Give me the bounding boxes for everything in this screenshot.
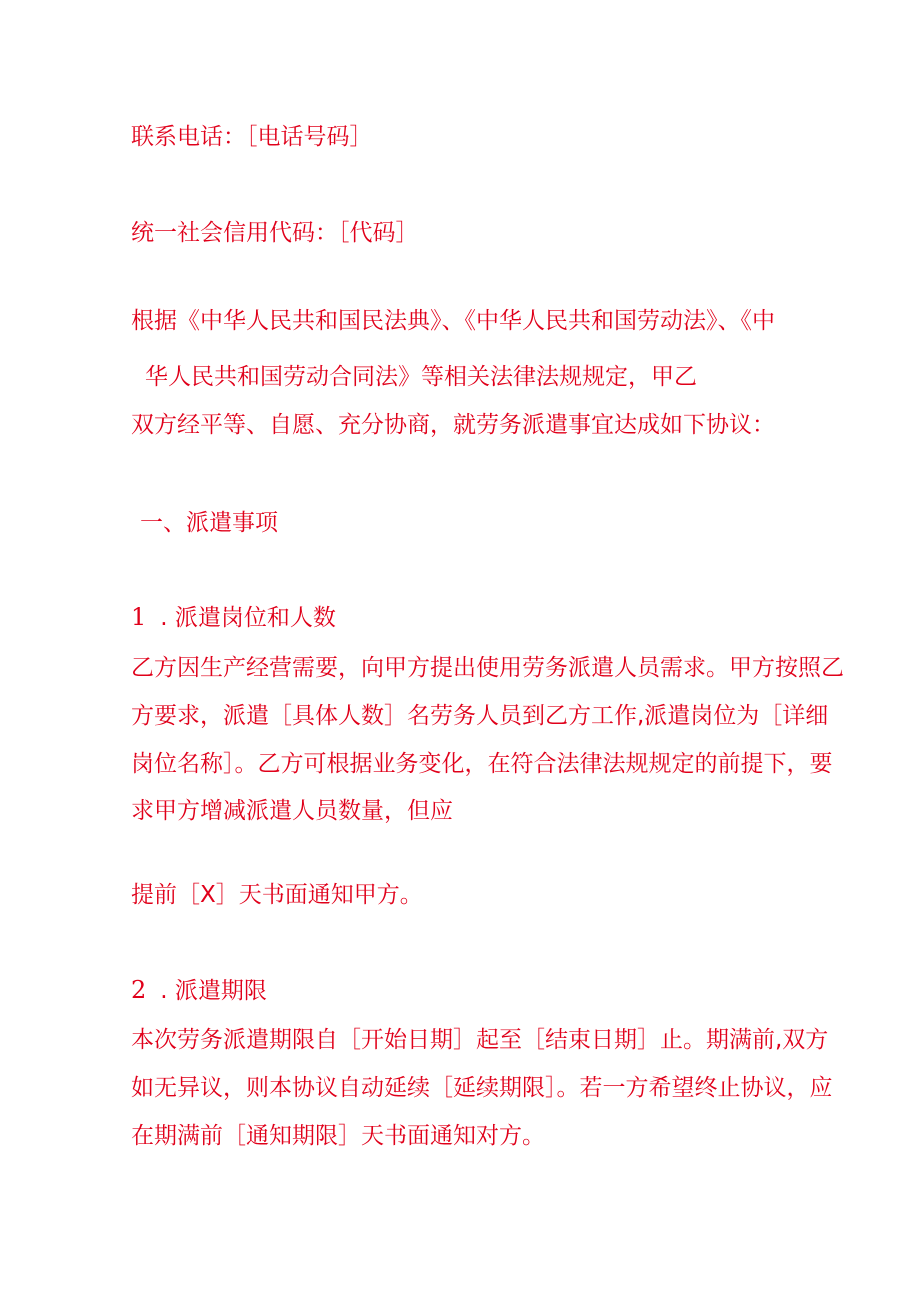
- item1-heading: [131, 602, 336, 633]
- item1-title: . 派遣岗位和人数: [160, 605, 336, 631]
- item1-line-5: 提前［X］天书面通知甲方。: [131, 882, 423, 908]
- item1-line-4: 求甲方增减派遣人员数量，但应: [131, 798, 453, 824]
- section1-heading: 一、派遣事项: [140, 510, 278, 536]
- item2-line-3: 在期满前［通知期限］天书面通知对方。: [131, 1123, 545, 1149]
- item2-line-2: 如无异议，则本协议自动延续［延续期限］。若一方希望终止协议，应: [131, 1075, 833, 1101]
- intro-line-1: 根据《中华人民共和国民法典》、《中华人民共和国劳动法》、《中: [131, 308, 775, 334]
- intro-line-3: 双方经平等、自愿、充分协商，就劳务派遣事宜达成如下协议：: [131, 412, 775, 438]
- contact-phone-line: 联系电话：［电话号码］: [131, 124, 373, 150]
- item1-line-1: 乙方因生产经营需要，向甲方提出使用劳务派遣人员需求。甲方按照乙: [131, 655, 844, 681]
- item1-line-2: 方要求，派遣［具体人数］名劳务人员到乙方工作,派遣岗位为［详细: [131, 703, 829, 729]
- item1-line-3: 岗位名称］。乙方可根据业务变化，在符合法律法规规定的前提下，要: [131, 751, 833, 777]
- item2-heading: [131, 975, 267, 1006]
- item2-title: . 派遣期限: [160, 978, 267, 1004]
- credit-code-line: 统一社会信用代码：［代码］: [131, 220, 419, 246]
- intro-line-2: 华人民共和国劳动合同法》等相关法律法规规定，甲乙: [145, 364, 697, 390]
- item2-line-1: 本次劳务派遣期限自［开始日期］起至［结束日期］止。期满前,双方: [131, 1027, 829, 1053]
- item2-number: 2: [131, 976, 147, 1004]
- item1-number: 1: [131, 603, 147, 631]
